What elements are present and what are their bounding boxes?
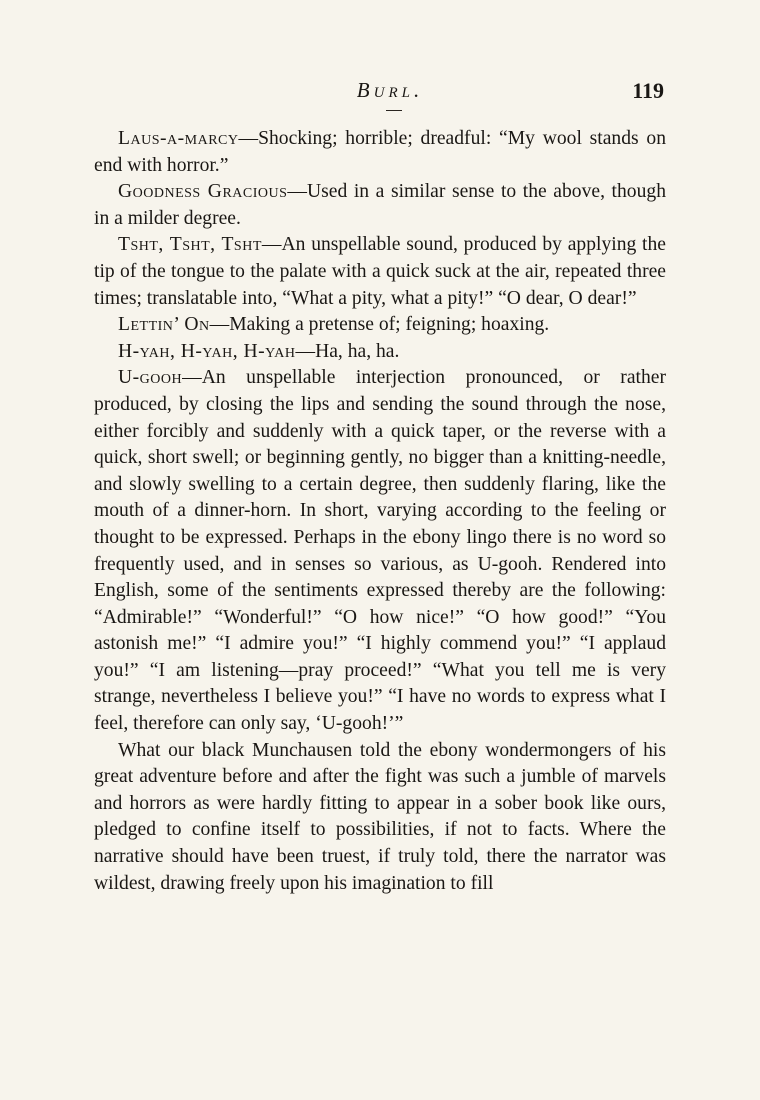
page-number: 119: [632, 78, 664, 103]
entry-definition: —Ha, ha, ha.: [295, 340, 400, 362]
entry-definition: —Used in a similar sense to the above, though in a milder degree.: [94, 181, 666, 229]
entry-term: Tsht, Tsht, Tsht: [118, 234, 262, 256]
entry-definition: —An unspellable sound, produced by applying the tip of the tongue to the palate with a quick suck at the air, repeated three times; translatable into, “What a pity, what a pity!” “O dear, O dear!”: [94, 234, 666, 309]
entry-paragraph: [94, 312, 666, 339]
closing-paragraph: What our black Munchausen told the ebony wondermongers of his great adventure before and after the fight was such a jumble of marvels and horrors as were hardly fitting to appear in a sober book like ours, pledged to confine itself to possibilities, if not to facts. Where the narrative should have been truest, if truly told, there the narrator was wildest, drawing freely upon his imagination to fill: [94, 739, 666, 894]
running-title: Burl.: [356, 78, 424, 102]
entry-paragraph: [94, 339, 666, 366]
entry-term: H-yah, H-yah, H-yah: [118, 340, 296, 362]
entry-definition: —Making a pretense of; feigning; hoaxing.: [209, 314, 550, 336]
page-header: [112, 78, 668, 112]
entry-paragraph: [94, 179, 666, 232]
entry-term: Goodness Gracious: [118, 181, 288, 203]
entry-definition: —Shocking; horrible; dreadful: “My wool stands on end with horror.”: [94, 128, 666, 176]
entry-term: U-gooh: [118, 367, 183, 389]
title-rule: [386, 110, 402, 111]
entry-term: Lettin’ On: [118, 314, 210, 336]
entry-term: Laus-a-marcy: [118, 128, 239, 149]
entry-paragraph: [94, 365, 666, 737]
entry-definition: —An unspellable interjection pronounced, or rather produced, by closing the lips and sending the sound through the nose, either forcibly and suddenly with a quick taper, or the reverse with a quick, short swell; or beginning gently, no bigger than a knitting-needle, and slowly swelling to a certain degree, then suddenly flaring, like the mouth of a dinner-horn. In short, varying according to the feeling or thought to be expressed. Perhaps in the ebony lingo there is no word so frequently used, and in senses so various, as U-gooh. Rendered into English, some of the sentiments expressed thereby are the following: “Admirable!” “Wonderful!” “O how nice!” “O how good!” “You astonish me!” “I admire you!” “I highly commend you!” “I applaud you!” “I am listening—pray proceed!” “What you tell me is very strange, nevertheless I believe you!” “I have no words to express what I feel, therefore can only say, ‘U-gooh!’”: [94, 367, 666, 735]
entry-paragraph: [94, 232, 666, 312]
entry-paragraph: [94, 126, 666, 179]
page-body: [94, 126, 666, 897]
